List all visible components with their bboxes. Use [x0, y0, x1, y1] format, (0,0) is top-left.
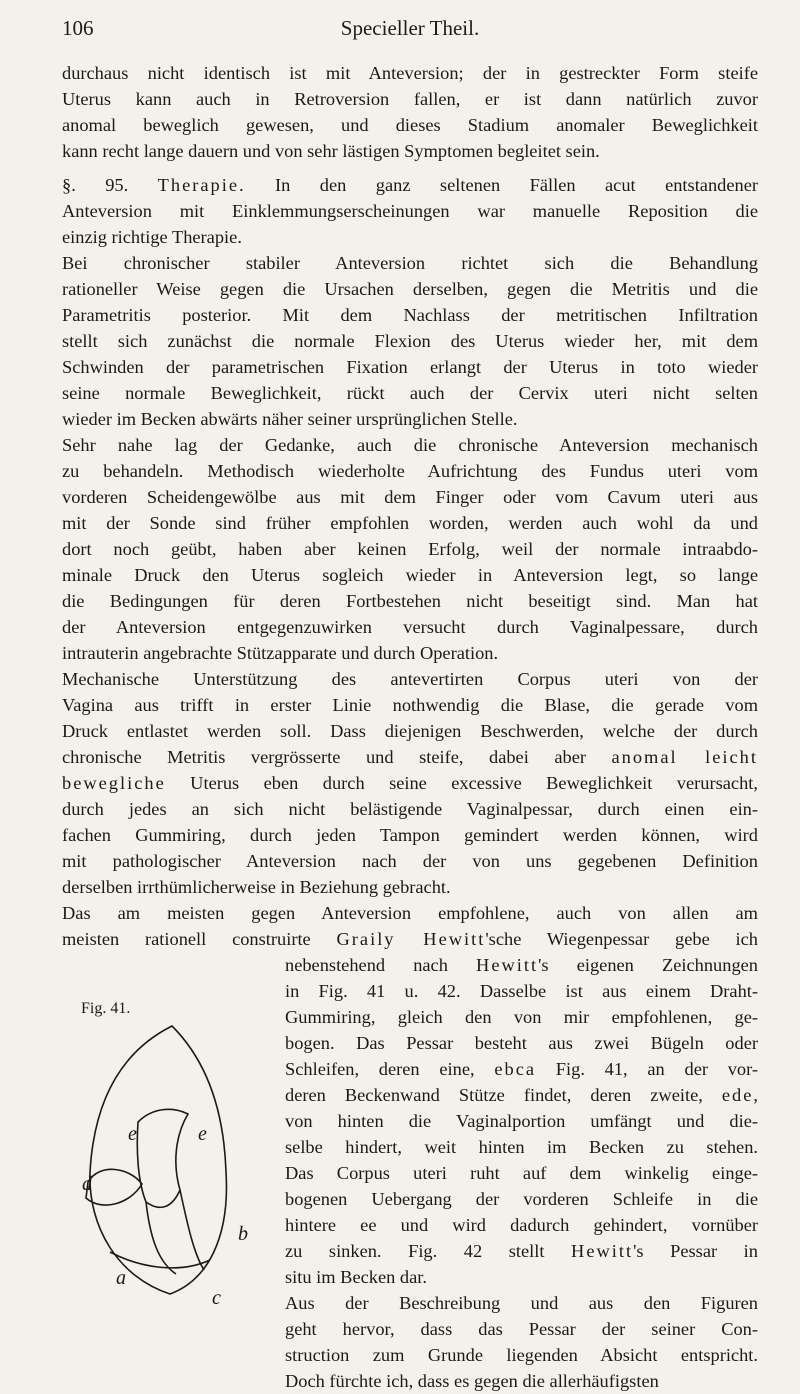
line-text: Anteversion mit Einklemmungserscheinungen war manuelle Reposition die	[62, 201, 758, 221]
text-line	[62, 484, 758, 510]
text-line	[62, 112, 758, 138]
line-text: 'sche Wiegenpessar gebe ich	[485, 929, 758, 949]
figure-stem-left	[146, 1202, 176, 1274]
line-text: intrauterin angebrachte Stützapparate und durch Operation.	[62, 643, 499, 663]
line-text: der Anteversion entgegenzuwirken versucht durch Vaginalpessare, durch	[62, 617, 758, 637]
line-text: anomal beweglich gewesen, und dieses Stadium anomaler Beweglichkeit	[62, 115, 758, 135]
figure-letter-c: c	[212, 1287, 221, 1309]
line-text: Fig. 41, an der vor-	[536, 1059, 758, 1079]
line-text: bogenen Uebergang der vorderen Schleife in die	[285, 1189, 758, 1209]
line-text: zu behandeln. Methodisch wiederholte Aufrichtung des Fundus uteri vom	[62, 461, 758, 481]
text-line	[285, 1238, 758, 1264]
line-text: durch jedes an sich nicht belästigende Vaginalpessar, durch einen ein-	[62, 799, 758, 819]
line-text: Das am meisten gegen Anteversion empfohlene, auch von allen am	[62, 903, 758, 923]
text-line	[285, 978, 758, 1004]
line-text: Gummiring, gleich den von mir empfohlenen, ge-	[285, 1007, 758, 1027]
line-text: Parametritis posterior. Mit dem Nachlass der metritischen Infiltration	[62, 305, 758, 325]
line-text: dort noch geübt, haben aber keinen Erfolg, weil der normale intraabdo-	[62, 539, 758, 559]
text-line	[285, 1264, 758, 1290]
line-text: In den ganz seltenen Fällen acut entstandener	[245, 175, 758, 195]
line-text: Druck entlastet werden soll. Dass diejenigen Beschwerden, welche der durch	[62, 721, 758, 741]
line-text: ,	[753, 1085, 758, 1105]
text-line	[62, 692, 758, 718]
line-text: rationeller Weise gegen die Ursachen derselben, gegen die Metritis und die	[62, 279, 758, 299]
text-line	[62, 900, 758, 926]
text-line	[62, 848, 758, 874]
text-line	[62, 302, 758, 328]
text-line	[62, 926, 758, 952]
line-text: meisten rationell construirte	[62, 929, 337, 949]
text-line	[285, 1342, 758, 1368]
text-line	[62, 60, 758, 86]
text-line	[62, 874, 758, 900]
page-number: 106	[62, 16, 94, 40]
figure-letter-e-left: e	[128, 1123, 137, 1145]
text-line	[62, 250, 758, 276]
line-text: Vagina aus trifft in erster Linie nothwendig die Blase, die gerade vom	[62, 695, 758, 715]
line-text: kann recht lange dauern und von sehr lästigen Symptomen begleitet sein.	[62, 141, 600, 161]
text-line	[285, 1108, 758, 1134]
running-head: Specieller Theil.	[340, 16, 480, 40]
spaced-text: anomal leicht	[611, 747, 758, 767]
text-line	[62, 666, 758, 692]
text-line	[62, 380, 758, 406]
spaced-text: Hewitt	[571, 1241, 634, 1261]
text-line	[285, 1134, 758, 1160]
text-line	[62, 406, 758, 432]
text-line	[62, 458, 758, 484]
text-line	[62, 510, 758, 536]
text-line	[285, 1056, 758, 1082]
text-line	[62, 822, 758, 848]
line-text: wieder im Becken abwärts näher seiner ursprünglichen Stelle.	[62, 409, 518, 429]
text-line	[62, 588, 758, 614]
text-line	[285, 1368, 758, 1394]
line-text: hintere ee und wird dadurch gehindert, vornüber	[285, 1215, 758, 1235]
line-text: fachen Gummiring, durch jeden Tampon gemindert werden können, wird	[62, 825, 758, 845]
line-text: stellt sich zunächst die normale Flexion des Uterus wieder her, mit dem	[62, 331, 758, 351]
line-text: nebenstehend nach	[285, 955, 477, 975]
line-text: deren Beckenwand Stütze findet, deren zweite,	[285, 1085, 722, 1105]
line-text: §. 95.	[62, 175, 158, 195]
line-text: seine normale Beweglichkeit, rückt auch der Cervix uteri nicht selten	[62, 383, 758, 403]
line-text: Schleifen, deren eine,	[285, 1059, 495, 1079]
text-line	[285, 1186, 758, 1212]
text-line	[285, 1030, 758, 1056]
spaced-text: bewegliche	[62, 773, 166, 793]
text-line	[285, 1290, 758, 1316]
line-text: mit der Sonde sind früher empfohlen worden, werden auch wohl da und	[62, 513, 758, 533]
line-text: Aus der Beschreibung und aus den Figuren	[285, 1293, 758, 1313]
figure-stem-right	[180, 1190, 204, 1270]
text-line	[285, 1160, 758, 1186]
text-line	[285, 1082, 758, 1108]
text-line	[62, 328, 758, 354]
text-line	[62, 614, 758, 640]
line-text: Uterus eben durch seine excessive Beweglichkeit verursacht,	[165, 773, 758, 793]
text-line	[62, 138, 758, 164]
spaced-text: ede	[721, 1085, 754, 1105]
page-header	[62, 16, 758, 46]
line-text: durchaus nicht identisch ist mit Anteversion; der in gestreckter Form steife	[62, 63, 758, 83]
text-line	[62, 276, 758, 302]
figure-letter-d: d	[82, 1173, 92, 1195]
text-line	[285, 1004, 758, 1030]
line-text: Mechanische Unterstützung des antevertirten Corpus uteri von der	[62, 669, 758, 689]
line-text: Doch fürchte ich, dass es gegen die allerhäufigsten	[285, 1371, 659, 1391]
line-text: situ im Becken dar.	[285, 1267, 427, 1287]
figure-letter-b: b	[238, 1223, 248, 1245]
line-text: von hinten die Vaginalportion umfängt und die-	[285, 1111, 758, 1131]
text-line	[62, 796, 758, 822]
text-line	[62, 198, 758, 224]
line-text: 's eigenen Zeichnungen	[538, 955, 758, 975]
text-line	[62, 640, 758, 666]
text-line	[62, 744, 758, 770]
text-line	[62, 86, 758, 112]
line-text: die Bedingungen für deren Fortbestehen nicht beseitigt sind. Man hat	[62, 591, 758, 611]
text-line	[62, 224, 758, 250]
figure-letters	[82, 1123, 248, 1309]
text-line	[285, 1316, 758, 1342]
line-text: geht hervor, dass das Pessar der seiner Con-	[285, 1319, 758, 1339]
line-text: 's Pessar in	[633, 1241, 758, 1261]
line-text: in Fig. 41 u. 42. Dasselbe ist aus einem Draht-	[285, 981, 758, 1001]
line-text: minale Druck den Uterus sogleich wieder in Anteversion legt, so lange	[62, 565, 758, 585]
text-line	[62, 172, 758, 198]
line-text: bogen. Das Pessar besteht aus zwei Bügeln oder	[285, 1033, 758, 1053]
line-text: Das Corpus uteri ruht auf dem winkelig einge-	[285, 1163, 758, 1183]
text-line	[62, 562, 758, 588]
line-text: zu sinken. Fig. 42 stellt	[285, 1241, 572, 1261]
line-text: Bei chronischer stabiler Anteversion richtet sich die Behandlung	[62, 253, 758, 273]
figure-letter-a: a	[116, 1267, 126, 1289]
line-text: einzig richtige Therapie.	[62, 227, 242, 247]
line-text: struction zum Grunde liegenden Absicht entspricht.	[285, 1345, 758, 1365]
text-line	[62, 770, 758, 796]
line-text: Schwinden der parametrischen Fixation erlangt der Uterus in toto wieder	[62, 357, 758, 377]
line-text: derselben irrthümlicherweise in Beziehung gebracht.	[62, 877, 451, 897]
figure-letter-e-right: e	[198, 1123, 207, 1145]
line-text: Uterus kann auch in Retroversion fallen, er ist dann natürlich zuvor	[62, 89, 758, 109]
text-line	[62, 354, 758, 380]
pessary-figure	[80, 1022, 270, 1312]
line-text: Sehr nahe lag der Gedanke, auch die chronische Anteversion mechanisch	[62, 435, 758, 455]
line-text: chronische Metritis vergrösserte und steife, dabei aber	[62, 747, 612, 767]
figure-label: Fig. 41.	[81, 1000, 131, 1017]
text-line	[285, 952, 758, 978]
spaced-text: Therapie.	[157, 175, 246, 195]
line-text: selbe hindert, weit hinten im Becken zu stehen.	[285, 1137, 758, 1157]
text-line	[285, 1212, 758, 1238]
line-text: vorderen Scheidengewölbe aus mit dem Finger oder vom Cavum uteri aus	[62, 487, 758, 507]
text-line	[62, 432, 758, 458]
text-line	[62, 718, 758, 744]
spaced-text: Graily Hewitt	[336, 929, 486, 949]
figure-side-loop	[86, 1169, 142, 1205]
line-text: mit pathologischer Anteversion nach der von uns gegebenen Definition	[62, 851, 758, 871]
spaced-text: Hewitt	[476, 955, 539, 975]
spaced-text: ebca	[494, 1059, 537, 1079]
text-line	[62, 536, 758, 562]
